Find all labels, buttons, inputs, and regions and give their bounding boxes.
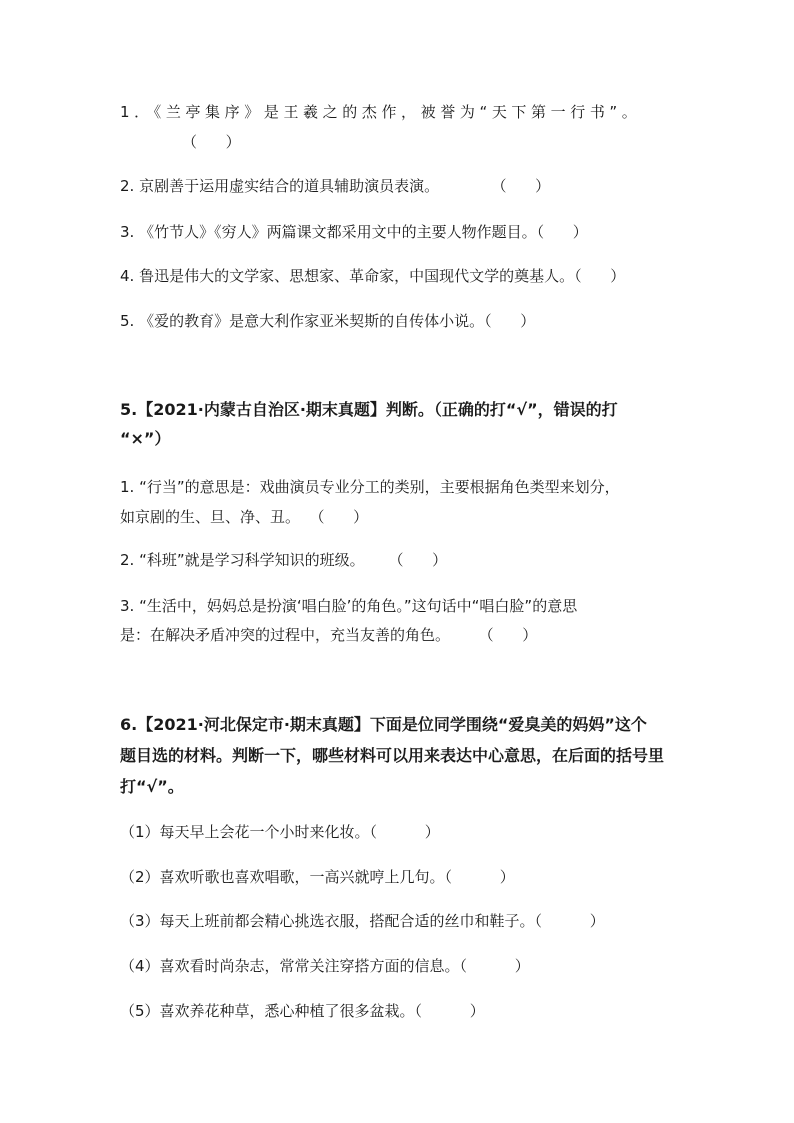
section6-item: （3）每天上班前都会精心挑选衣服，搭配合适的丝巾和鞋子。（ ） — [120, 912, 605, 930]
section5-q3-line1: 3. “生活中，妈妈总是扮演‘唱白脸’的角色。”这句话中“唱白脸”的意思 — [120, 597, 578, 615]
prev-q1-answer-blank: （ ） — [182, 133, 241, 151]
section5-title-line1: 5.【2021·内蒙古自治区·期末真题】判断。（正确的打“√”，错误的打 — [120, 400, 618, 419]
prev-q3: 3. 《竹节人》《穷人》两篇课文都采用文中的主要人物作题目。（ ） — [120, 223, 588, 241]
prev-q4: 4. 鲁迅是伟大的文学家、思想家、革命家，中国现代文学的奠基人。（ ） — [120, 267, 626, 285]
section6-item: （1）每天早上会花一个小时来化妆。（ ） — [120, 823, 440, 841]
prev-q2: 2. 京剧善于运用虚实结合的道具辅助演员表演。 （ ） — [120, 177, 551, 195]
section5-q1-line2: 如京剧的生、旦、净、丑。 （ ） — [120, 508, 369, 526]
section5-q1-line1: 1. “行当”的意思是：戏曲演员专业分工的类别，主要根据角色类型来划分， — [120, 478, 620, 496]
section5-title-line2: “×”） — [120, 429, 171, 448]
section6-item: （4）喜欢看时尚杂志，常常关注穿搭方面的信息。（ ） — [120, 957, 530, 975]
section6-title-line3: 打“√”。 — [120, 777, 184, 796]
prev-q5: 5. 《爱的教育》是意大利作家亚米契斯的自传体小说。（ ） — [120, 312, 536, 330]
section6-item: （2）喜欢听歌也喜欢唱歌，一高兴就哼上几句。（ ） — [120, 868, 515, 886]
section6-title-line2: 题目选的材料。判断一下，哪些材料可以用来表达中心意思，在后面的括号里 — [120, 746, 665, 765]
section6-title-line1: 6.【2021·河北保定市·期末真题】下面是位同学围绕“爱臭美的妈妈”这个 — [120, 715, 647, 734]
prev-q1-line1: 1．《兰亭集序》是王羲之的杰作，被誉为“天下第一行书”。 — [120, 103, 642, 121]
section5-q3-line2: 是：在解决矛盾冲突的过程中，充当友善的角色。 （ ） — [120, 626, 538, 644]
section5-q2: 2. “科班”就是学习科学知识的班级。 （ ） — [120, 551, 448, 569]
section6-item: （5）喜欢养花种草，悉心种植了很多盆栽。（ ） — [120, 1002, 485, 1020]
